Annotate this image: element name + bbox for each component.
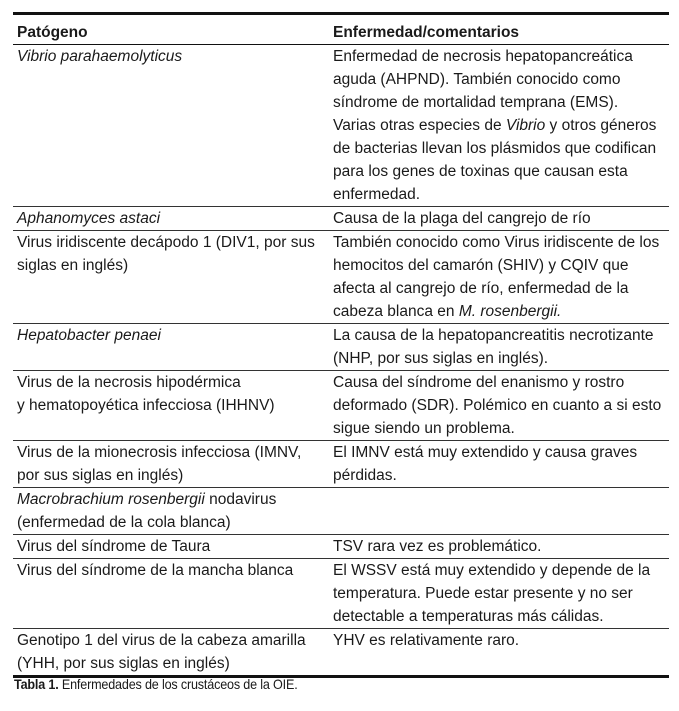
disease-text: y otros géneros de bacterias llevan los plásmidos que codifican para los genes de toxinas que causan esta enfermedad. [333, 117, 657, 203]
table-row [13, 441, 669, 488]
caption-text: Enfermedades de los crustáceos de la OIE. [58, 676, 298, 692]
pathogen-cell: Virus iridiscente decápodo 1 (DIV1, por sus siglas en inglés) [13, 231, 329, 324]
pathogen-cell [13, 207, 329, 231]
pathogen-cell: Virus del síndrome de la mancha blanca [13, 559, 329, 629]
table-row [13, 629, 669, 677]
table-row [13, 207, 669, 231]
disease-cell: Causa del síndrome del enanismo y rostro deformado (SDR). Polémico en cuanto a si esto sigue siendo un problema. [329, 371, 669, 441]
table-row [13, 45, 669, 207]
disease-cell [329, 45, 669, 207]
pathogen-name: Macrobrachium rosenbergii [17, 491, 205, 508]
pathogen-cell: Virus del síndrome de Taura [13, 535, 329, 559]
pathogen-cell [13, 371, 329, 441]
table-row [13, 371, 669, 441]
disease-text-italic: M. rosenbergii. [458, 303, 562, 320]
table-row [13, 324, 669, 371]
table-caption [14, 676, 298, 692]
pathogen-name: Hepatobacter penaei [17, 327, 161, 344]
pathogen-cell: Virus de la mionecrosis infecciosa (IMNV, por sus siglas en inglés) [13, 441, 329, 488]
pathogen-name-rest: nodavirus (enfermedad de la cola blanca) [17, 491, 277, 531]
disease-table [13, 12, 669, 678]
pathogen-name: Aphanomyces astaci [17, 210, 161, 227]
table-row [13, 231, 669, 324]
disease-cell [329, 231, 669, 324]
disease-text-italic: Vibrio [505, 117, 546, 134]
pathogen-cell [13, 324, 329, 371]
table-row [13, 488, 669, 535]
header-disease: Enfermedad/comentarios [329, 14, 669, 45]
disease-cell: Causa de la plaga del cangrejo de río [329, 207, 669, 231]
pathogen-name: Vibrio parahaemolyticus [17, 48, 183, 65]
caption-label: Tabla 1. [14, 676, 59, 692]
disease-cell: El IMNV está muy extendido y causa graves pérdidas. [329, 441, 669, 488]
disease-cell: TSV rara vez es problemático. [329, 535, 669, 559]
header-pathogen: Patógeno [13, 14, 329, 45]
disease-text: Enfermedad de necrosis hepatopancreática aguda (AHPND). También conocido como síndrome de mortalidad temprana (EMS). Varias otras especies de [333, 48, 633, 134]
disease-cell: YHV es relativamente raro. [329, 629, 669, 677]
disease-cell [329, 488, 669, 535]
table-body [13, 45, 669, 677]
header-row [13, 14, 669, 45]
table-row [13, 559, 669, 629]
pathogen-cell: Genotipo 1 del virus de la cabeza amarilla (YHH, por sus siglas en inglés) [13, 629, 329, 677]
disease-cell: La causa de la hepatopancreatitis necrotizante (NHP, por sus siglas en inglés). [329, 324, 669, 371]
disease-cell: El WSSV está muy extendido y depende de la temperatura. Puede estar presente y no ser detectable a temperaturas más cálidas. [329, 559, 669, 629]
disease-table-container [13, 12, 669, 678]
pathogen-line: Virus de la necrosis hipodérmica [17, 374, 241, 391]
disease-text: También conocido como Virus iridiscente de los hemocitos del camarón (SHIV) y CQIV que afecta al cangrejo de río, enfermedad de la cabeza blanca en [333, 234, 660, 320]
table-row [13, 535, 669, 559]
pathogen-cell [13, 488, 329, 535]
table-header [13, 14, 669, 45]
pathogen-line: y hematopoyética infecciosa (IHHNV) [17, 397, 275, 414]
pathogen-cell [13, 45, 329, 207]
